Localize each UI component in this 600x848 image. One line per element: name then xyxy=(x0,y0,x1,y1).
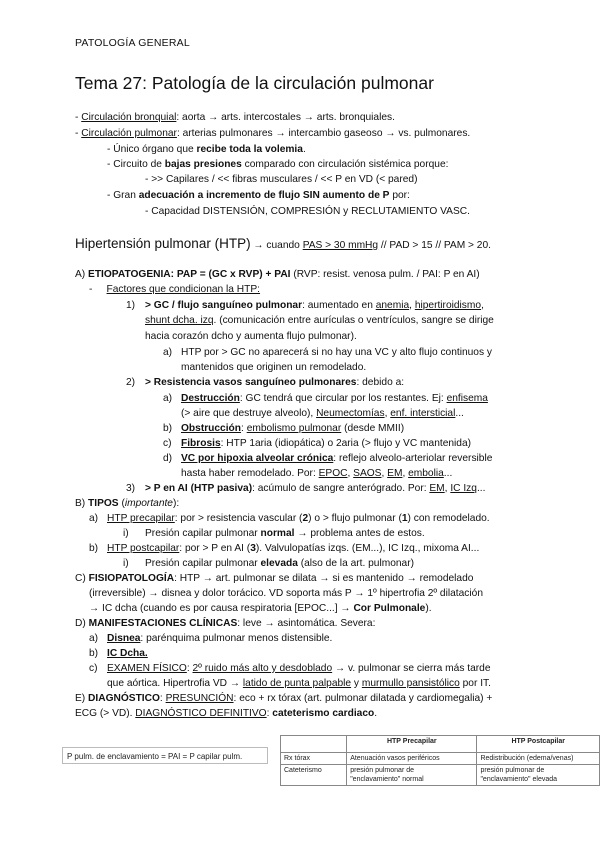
factor-1-sub-a-line1: HTP por > GC no aparecerá si no hay una VC y alto flujo continuos y xyxy=(181,347,492,358)
factor-2d-line2: hasta haber remodelado. Por: EPOC, SAOS, EM, embolia... xyxy=(181,468,453,479)
factor-2-number: 2) xyxy=(126,377,136,388)
table-cell: Redistribución (edema/venas) xyxy=(477,753,600,765)
tipo-b-line: HTP postcapilar: por > P en AI (3). Valvulopatías izqs. (EM...), IC Izq., mixoma AI... xyxy=(107,543,480,554)
factores-heading: - Factores que condicionan la HTP: xyxy=(89,284,261,295)
factor-2-line: > Resistencia vasos sanguíneo pulmonares: debido a: xyxy=(145,377,405,388)
factor-2a-line1: Destrucción: GC tendrá que circular por los restantes. Ej: enfisema xyxy=(181,393,488,404)
intro-line-adecuacion: - Gran adecuación a incremento de flujo SIN aumento de P por: xyxy=(107,190,410,201)
tipo-a-line: HTP precapilar: por > resistencia vascular (2) o > flujo pulmonar (1) con remodelado. xyxy=(107,513,490,524)
table-row-label: Cateterismo xyxy=(281,765,347,786)
tipo-b-i-line: Presión capilar pulmonar elevada (also de la art. pulmonar) xyxy=(145,558,414,569)
intro-line-pulmonar: - Circulación pulmonar: arterias pulmonares → intercambio gaseoso → vs. pulmonares. xyxy=(75,128,471,139)
page-title: Tema 27: Patología de la circulación pulmonar xyxy=(75,73,434,93)
intro-line-bajas-presiones: - Circuito de bajas presiones comparado con circulación sistémica porque: xyxy=(107,159,449,170)
section-c-line1: C) FISIOPATOLOGÍA: HTP → art. pulmonar se dilata → si es mantenido → remodelado xyxy=(75,573,474,584)
factor-1-sub-a-line2: mantenidos que originen un remodelado. xyxy=(181,362,367,373)
factor-1-line1: > GC / flujo sanguíneo pulmonar: aumentado en anemia, hipertiroidismo, xyxy=(145,300,484,311)
factor-2c-label: c) xyxy=(163,438,172,449)
tipo-b-label: b) xyxy=(89,543,99,554)
clinica-a-label: a) xyxy=(89,633,99,644)
clinica-c-label: c) xyxy=(89,663,98,674)
section-e-line1: E) DIAGNÓSTICO: PRESUNCIÓN: eco + rx tórax (art. pulmonar dilatada y cardiomegalia) + xyxy=(75,693,493,704)
section-c-line3: → IC dcha (cuando es por causa respiratoria [EPOC...] → Cor Pulmonale). xyxy=(89,603,432,614)
tipo-a-i-label: i) xyxy=(123,528,129,539)
factor-2d-line1: VC por hipoxia alveolar crónica: reflejo alveolo-arteriolar reversible xyxy=(181,453,493,464)
table-cell: presión pulmonar de "enclavamiento" elevada xyxy=(477,765,600,786)
htp-heading: Hipertensión pulmonar (HTP) → cuando PAS > 30 mmHg // PAD > 15 // PAM > 20. xyxy=(75,236,491,251)
factor-1-line3: hacia corazón dcho y aumenta flujo pulmonar). xyxy=(145,331,357,342)
factor-1-number: 1) xyxy=(126,300,136,311)
table-row xyxy=(281,765,600,786)
intro-line-capacidad: - Capacidad DISTENSIÓN, COMPRESIÓN y RECLUTAMIENTO VASC. xyxy=(145,206,470,217)
factor-2b-line: Obstrucción: embolismo pulmonar (desde MMII) xyxy=(181,423,405,434)
intro-line-volemia: - Único órgano que recibe toda la volemia. xyxy=(107,144,306,155)
clinica-b-label: b) xyxy=(89,648,99,659)
clinica-c-line2: que aórtica. Hipertrofia VD → latido de punta palpable y murmullo pansistólico por IT. xyxy=(107,678,491,689)
factor-2a-line2: (> aire que destruye alveolo), Neumectomías, enf. intersticial... xyxy=(181,408,464,419)
table-corner xyxy=(281,736,347,753)
factor-1-line2: shunt dcha. izq. (comunicación entre aurículas o ventrículos, sangre se dirige xyxy=(145,315,494,326)
factor-3-line: > P en AI (HTP pasiva): acúmulo de sangre anterógrado. Por: EM, IC Izq... xyxy=(145,483,486,494)
page-header: PATOLOGÍA GENERAL xyxy=(75,37,190,49)
clinica-b-line: IC Dcha. xyxy=(107,648,148,659)
factor-2c-line: Fibrosis: HTP 1aria (idiopática) o 2aria (> flujo y VC mantenida) xyxy=(181,438,472,449)
factor-1-sub-a-label: a) xyxy=(163,347,173,358)
table-row-label: Rx tórax xyxy=(281,753,347,765)
factor-2b-label: b) xyxy=(163,423,173,434)
factor-3-number: 3) xyxy=(126,483,136,494)
table-header-row xyxy=(281,736,600,753)
intro-line-capilares: - >> Capilares / << fibras musculares / << P en VD (< pared) xyxy=(145,174,418,185)
table-cell: presión pulmonar de "enclavamiento" normal xyxy=(347,765,477,786)
table-header-precapilar: HTP Precapilar xyxy=(347,736,477,753)
section-d-heading: D) MANIFESTACIONES CLÍNICAS: leve → asintomática. Severa: xyxy=(75,618,376,629)
clinica-a-line: Disnea: parénquima pulmonar menos distensible. xyxy=(107,633,333,644)
section-a-heading: A) ETIOPATOGENIA: PAP = (GC x RVP) + PAI (RVP: resist. venosa pulm. / PAI: P en AI) xyxy=(75,269,480,280)
factor-2d-label: d) xyxy=(163,453,173,464)
htp-comparison-table xyxy=(280,735,600,786)
intro-line-bronquial: - Circulación bronquial: aorta → arts. intercostales → arts. bronquiales. xyxy=(75,112,395,123)
tipo-a-i-line: Presión capilar pulmonar normal → problema antes de estos. xyxy=(145,528,425,539)
section-e-line2: ECG (> VD). DIAGNÓSTICO DEFINITIVO: cateterismo cardiaco. xyxy=(75,708,378,719)
section-b-heading: B) TIPOS (importante): xyxy=(75,498,180,509)
table-header-postcapilar: HTP Postcapilar xyxy=(477,736,600,753)
tipo-a-label: a) xyxy=(89,513,99,524)
factor-2a-label: a) xyxy=(163,393,173,404)
clinica-c-line1: EXAMEN FÍSICO: 2º ruido más alto y desdoblado → v. pulmonar se cierra más tarde xyxy=(107,663,491,674)
table-cell: Atenuación vasos periféricos xyxy=(347,753,477,765)
table-row xyxy=(281,753,600,765)
section-c-line2: (irreversible) → disnea y dolor torácico. VD soporta más P → 1º hipertrofia 2º dilatación xyxy=(89,588,483,599)
tipo-b-i-label: i) xyxy=(123,558,129,569)
enclavamiento-note: P pulm. de enclavamiento = PAI = P capilar pulm. xyxy=(62,747,268,764)
